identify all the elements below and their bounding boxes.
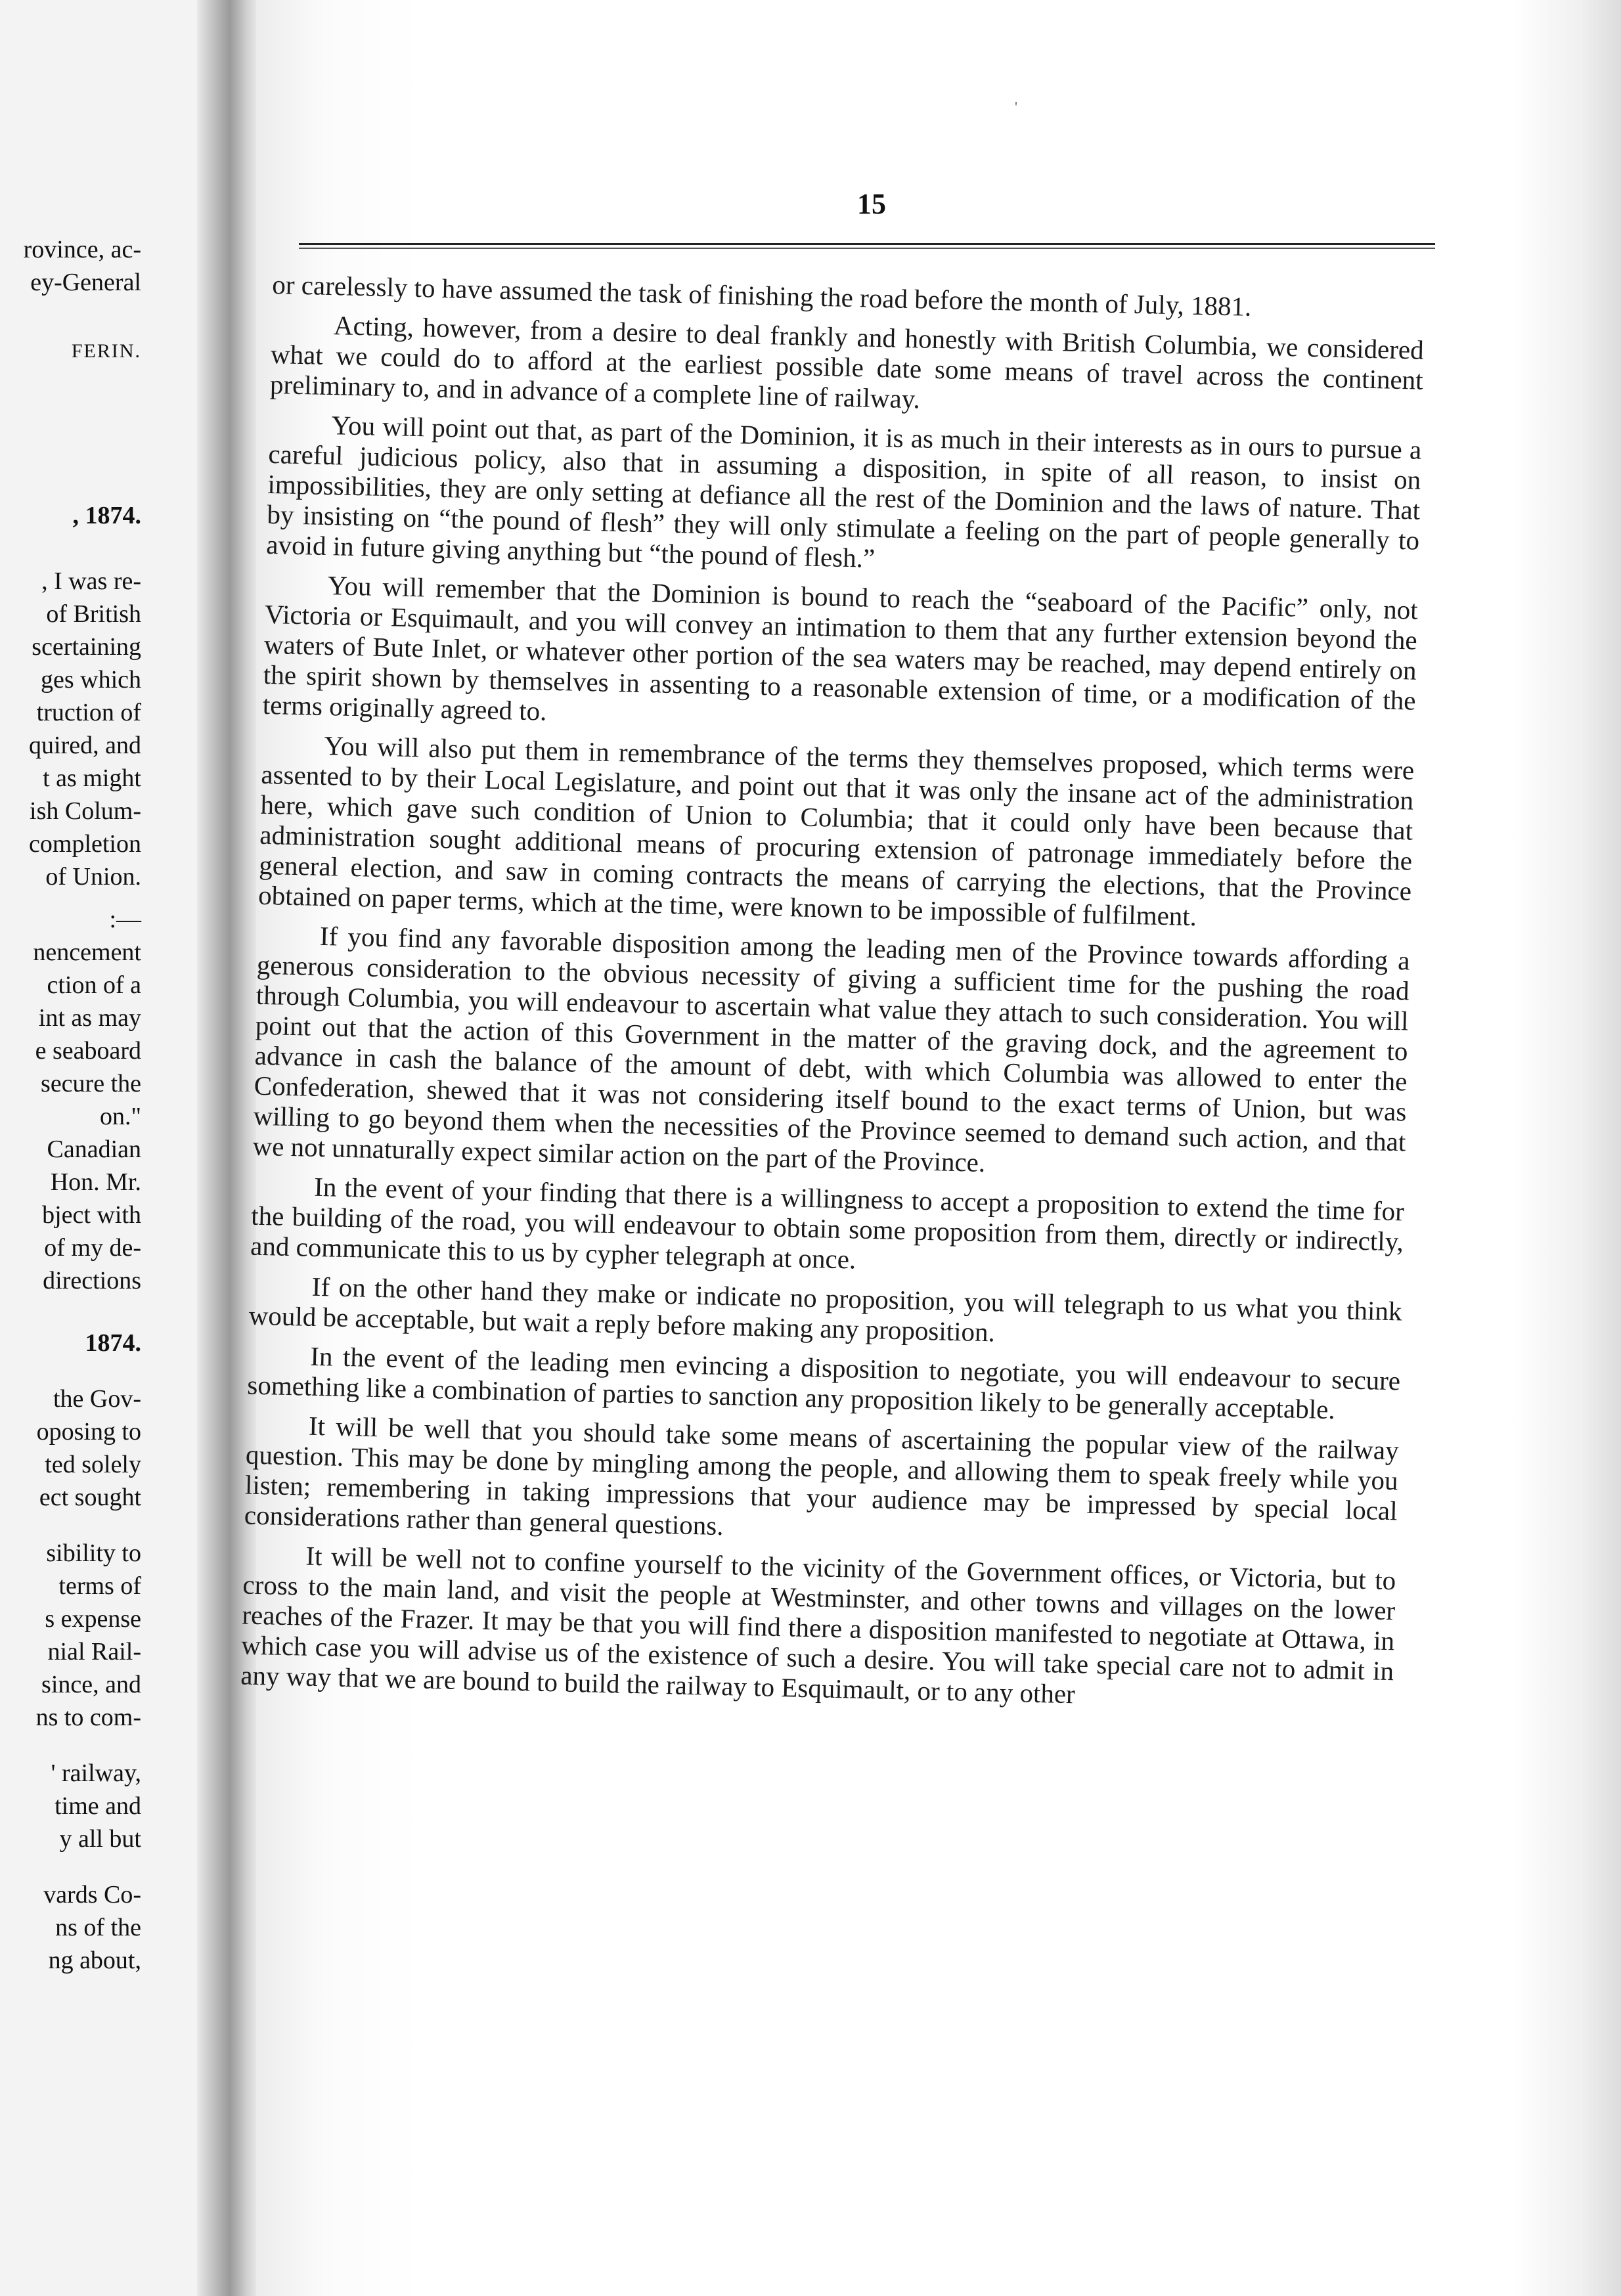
body-text [240,269,1425,1725]
facing-page-line: ey-General [30,269,141,296]
facing-page-line: of my de- [44,1234,141,1262]
facing-page-line: on." [99,1103,141,1130]
facing-page-line: the Gov- [53,1385,141,1413]
paragraph: In the event of the leading men evincing a disposition to negotiate, you will endeavour to secure something like a combination of parties to sanction any proposition likely to be generally acceptable. [246,1340,1401,1425]
facing-page-line: terms of [58,1572,141,1600]
facing-page-line: , I was re- [41,567,141,595]
facing-page-line: 1874. [85,1329,141,1357]
facing-page-line: oposing to [36,1418,141,1446]
facing-page-line: Hon. Mr. [50,1168,141,1196]
paragraph: It will be well not to confine yourself to the vicinity of the Government offices, or Victoria, but to cross to the main land, and visit the people at Westminster, and other towns and villages on the lower reaches of the Frazer. It may be that you will find there a disposition manifested to negotiate at Ottawa, in which case you will advise us of the existence of such a desire. You will take special care not to admit in any way that we are bound to build the railway to Esquimault, or to any other [240,1540,1396,1710]
facing-page-line: s expense [45,1605,141,1633]
facing-page-line: since, and [41,1671,141,1698]
facing-page-line: ction of a [47,971,141,999]
facing-page-line: nencement [33,938,141,966]
paragraph: In the event of your finding that there is a willingness to accept a proposition to extend the time for the building of the road, you will endeavour to obtain some proposition from them, directly or indirectly, and communicate this to us by cypher telegraph at once. [250,1171,1405,1275]
paragraph: You will also put them in remembrance of the terms they themselves proposed, which terms were assented to by their Local Legislature, and point out that it was only the insane act of the administration here, which gave such condition of Union to Columbia; that it could only have been because that administration sought additional means of procuring extension of patronage immediately before the general election, and saw in coming contracts the means of carrying the elections, that the Province obtained on paper terms, which at the time, were known to be impossible of fulfilment. [257,730,1415,932]
facing-page-line: nial Rail- [47,1638,141,1666]
facing-page-line: time and [55,1792,141,1820]
paragraph: or carelessly to have assumed the task of finishing the road before the month of July, 1881. [271,269,1252,322]
facing-page-line: of British [46,600,141,628]
facing-page-line: quired, and [29,732,141,759]
facing-page [0,0,220,2296]
facing-page-line: , 1874. [72,502,141,529]
facing-page-line: FERIN. [71,340,141,362]
facing-page-line: directions [43,1267,141,1294]
facing-page-line: rovince, ac- [23,236,141,263]
facing-page-line: ' railway, [51,1759,141,1787]
paragraph: You will remember that the Dominion is bound to reach the “seaboard of the Pacific” only, not Victoria or Esquimault, and you will convey an intimation to them that any further extension beyond the waters of Bute Inlet, or whatever other portion of the sea waters may be reached, may depend entirely on the spirit shown by themselves in assenting to a reasonable extension of time, or a modification of the terms originally agreed to. [262,570,1419,726]
facing-page-line: completion [29,830,141,858]
facing-page-line: ng about, [48,1947,141,1974]
facing-page-line: secure the [41,1070,141,1097]
facing-page-line: sibility to [46,1539,141,1567]
paragraph: You will point out that, as part of the Dominion, it is as much in their interests as in ours to pursue a careful judicious policy, also that in assuming a disposition, in spite of all reason, to insist on impossibilities, they are only setting at defiance all the rest of the Dominion and the laws of nature. That by insisting on “the pound of flesh” they will only stimulate a feeling on the part of people generally to avoid in future giving anything but “the pound of flesh.” [265,410,1422,573]
facing-page-line: int as may [38,1004,141,1032]
page-number: 15 [857,188,886,220]
facing-page-line: of Union. [45,863,141,891]
page-mark: ' [1015,99,1017,115]
facing-page-line: e seaboard [35,1037,141,1065]
paragraph: If on the other hand they make or indicate no proposition, you will telegraph to us what you think would be acceptable, but wait a reply before making any proposition. [248,1271,1402,1348]
facing-page-line: ish Colum- [30,797,141,825]
paragraph: If you find any favorable disposition among the leading men of the Province towards affording a generous consideration to the obvious necessity of giving a sufficient time for the pushing the road through Columbia, you will endeavour to ascertain what value they attach to such consideration. You will point out that the action of this Government in the matter of the graving dock, and the agreement to advance in cash the balance of the amount of debt, with which Columbia was allowed to enter the Confederation, shewed that it was not considering itself bound to the exact terms of Union, but was willing to go beyond them when the necessities of the Province seemed to demand such action, and that we not unnaturally expect similar action on the part of the Province. [252,920,1411,1178]
paragraph: It will be well that you should take some means of ascertaining the popular view of the railway question. This may be done by mingling among the people, and allowing them to speak freely while you listen; remembering in taking impressions that your audience may be impressed by special local considerations rather than general questions. [244,1410,1400,1541]
facing-page-line: ted solely [45,1451,141,1478]
facing-page-line: truction of [36,699,141,726]
facing-page-line: ect sought [39,1484,141,1511]
facing-page-line: ns of the [55,1914,141,1941]
facing-page-line: y all but [59,1825,141,1853]
facing-page-line: scertaining [32,633,141,661]
facing-page-line: :— [109,906,141,933]
facing-page-line: t as might [43,764,141,792]
facing-page-line: ns to com- [35,1704,141,1731]
paragraph: Acting, however, from a desire to deal frankly and honestly with British Columbia, we considered what we could do to afford at the earliest possible date some means of travel across the continent preliminary to, and in advance of a complete line of railway. [269,310,1425,414]
facing-page-line: vards Co- [43,1881,141,1909]
facing-page-line: Canadian [47,1136,141,1163]
header-rule [299,243,1435,249]
facing-page-line: ges which [40,666,141,694]
facing-page-line: bject with [42,1201,141,1229]
